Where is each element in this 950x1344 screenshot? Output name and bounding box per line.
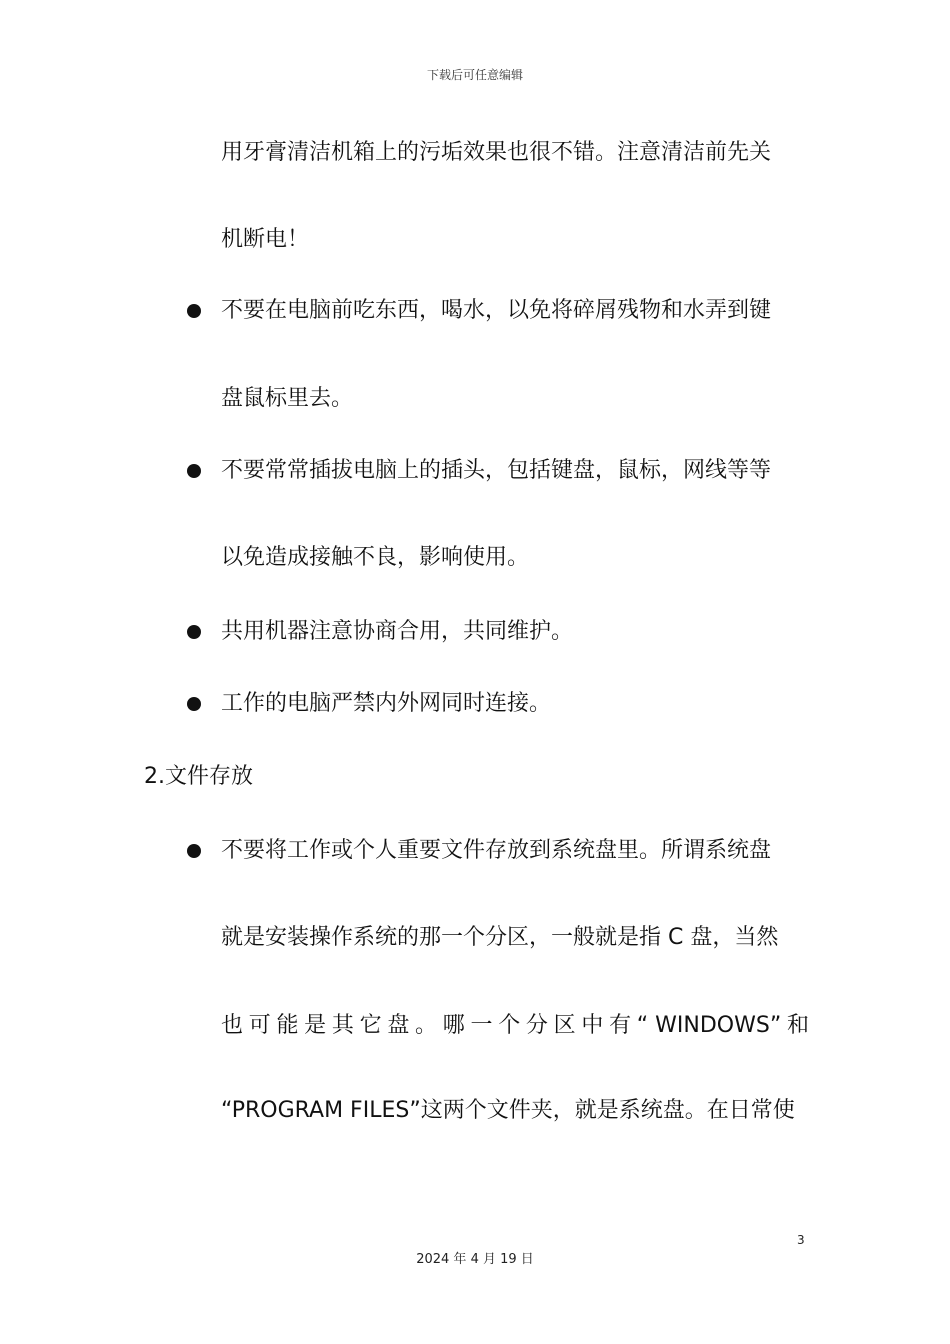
text-segment: “ WINDOWS” xyxy=(636,1013,782,1038)
bullet-item-line: 以免造成接触不良，影响使用。 xyxy=(221,545,530,570)
text-segment: 分 xyxy=(525,1013,548,1038)
text-segment: 其 xyxy=(331,1013,354,1038)
bullet-item-line: 盘鼠标里去。 xyxy=(221,386,354,411)
bullet-icon xyxy=(187,304,201,318)
bullet-item-line: 不要将工作或个人重要文件存放到系统盘里。所谓系统盘 xyxy=(221,838,772,863)
page-header: 下载后可任意编辑 xyxy=(426,68,523,82)
body-line: 机断电！ xyxy=(221,227,310,252)
bullet-item-line: 不要在电脑前吃东西，喝水，以免将碎屑残物和水弄到键 xyxy=(221,298,772,323)
text-segment: 可 xyxy=(248,1013,271,1038)
bullet-item-line: 工作的电脑严禁内外网同时连接。 xyxy=(221,691,552,716)
text-segment: 中 xyxy=(581,1013,604,1038)
bullet-icon xyxy=(187,464,201,478)
text-segment: 和 xyxy=(786,1013,809,1038)
bullet-icon xyxy=(187,625,201,639)
text-segment: 盘 xyxy=(387,1013,410,1038)
text-segment: 也 xyxy=(221,1013,244,1038)
bullet-icon xyxy=(187,697,201,711)
bullet-item-line: 不要常常插拔电脑上的插头，包括键盘，鼠标，网线等等 xyxy=(221,458,772,483)
text-segment: 一 xyxy=(470,1013,493,1038)
bullet-icon xyxy=(187,844,201,858)
bullet-item-line: 就是安装操作系统的那一个分区，一般就是指 C 盘，当然 xyxy=(221,925,779,950)
text-segment: 有 xyxy=(609,1013,632,1038)
body-line: 用牙膏清洁机箱上的污垢效果也很不错。注意清洁前先关 xyxy=(221,140,772,165)
page-number: 3 xyxy=(797,1233,805,1247)
text-segment: 它 xyxy=(359,1013,382,1038)
text-segment: 哪 xyxy=(442,1013,465,1038)
text-segment: 个 xyxy=(498,1013,521,1038)
footer-date: 2024 年 4 月 19 日 xyxy=(416,1252,534,1267)
text-segment: 。 xyxy=(415,1013,438,1038)
bullet-item-line: “PROGRAM FILES”这两个文件夹，就是系统盘。在日常使 xyxy=(221,1098,795,1123)
section-heading: 2.文件存放 xyxy=(144,764,253,789)
bullet-item-line: 共用机器注意协商合用，共同维护。 xyxy=(221,619,574,644)
text-segment: 是 xyxy=(304,1013,327,1038)
text-segment: 能 xyxy=(276,1013,299,1038)
text-segment: 区 xyxy=(553,1013,576,1038)
justified-line xyxy=(221,1011,809,1041)
